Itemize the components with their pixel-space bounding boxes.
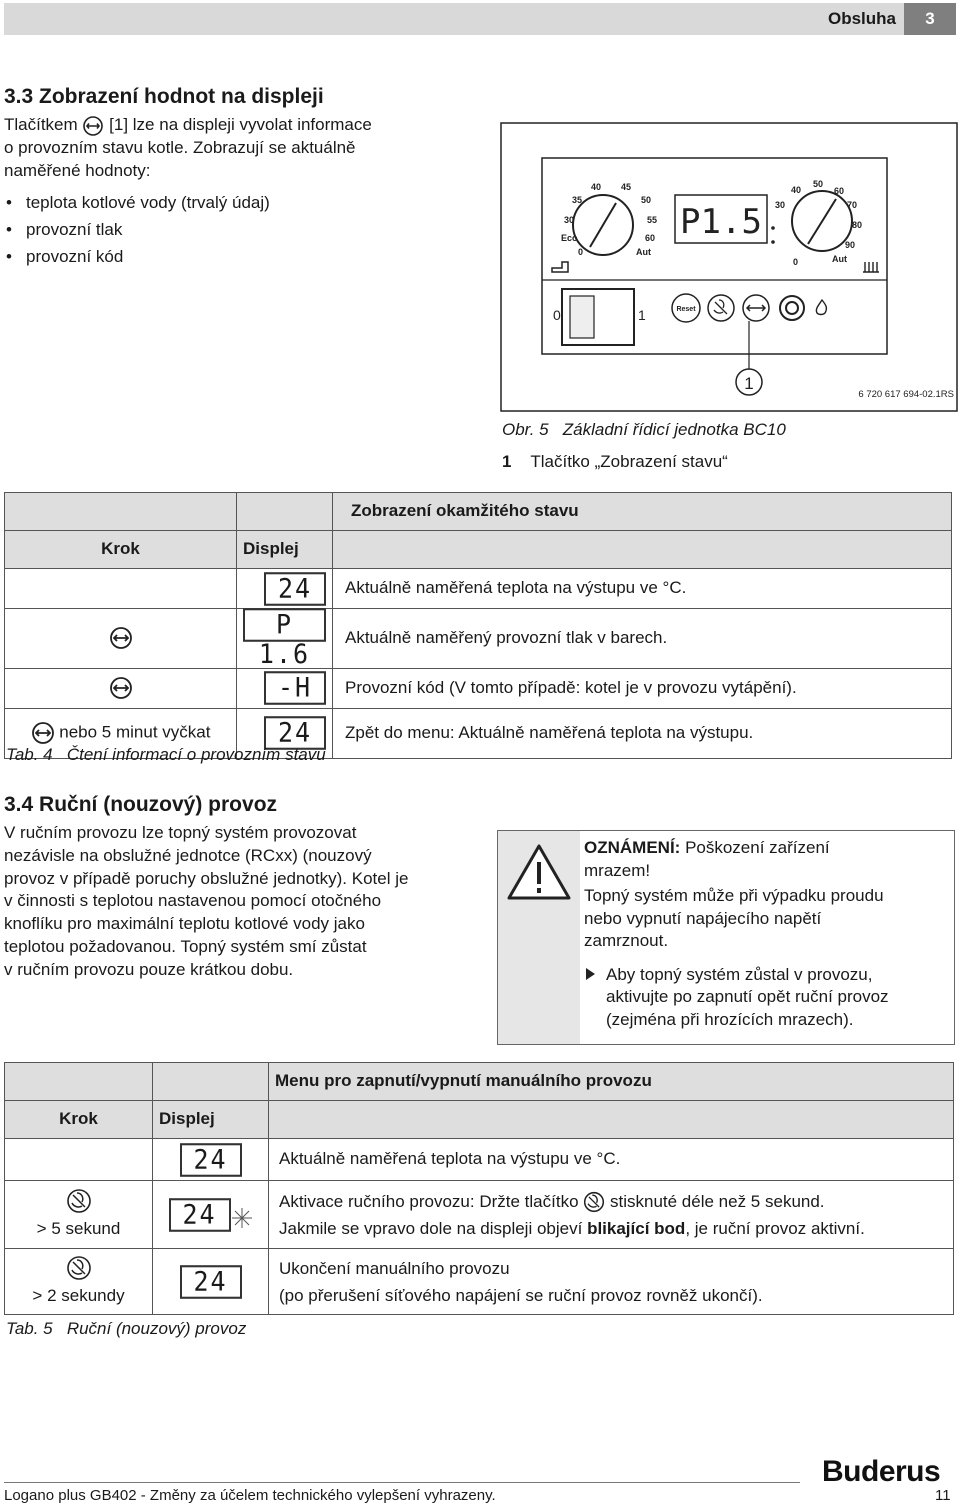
lcd-display: 24	[180, 1265, 242, 1299]
table4-caption	[6, 744, 326, 767]
intro-a: Tlačítkem	[4, 115, 78, 134]
row-text: Ukončení manuálního provozu	[279, 1258, 510, 1278]
manual-mode-table	[4, 1062, 954, 1315]
dial-tick: 35	[572, 195, 583, 205]
dial-tick: 40	[591, 182, 602, 192]
footer-text: Logano plus GB402 - Změny za účelem technického vylepšení vyhrazeny.	[4, 1487, 496, 1504]
dial-tick: Aut	[636, 247, 651, 257]
row-text: Jakmile se vpravo dole na displeji objeví	[279, 1218, 583, 1238]
step-duration: > 2 sekundy	[32, 1285, 125, 1305]
status-button-icon	[82, 115, 104, 137]
dial-tick: 60	[834, 186, 845, 196]
body-line: v ručním provozu pouze krátkou dobu.	[4, 959, 294, 979]
header-bar	[4, 3, 956, 35]
dial-tick: 30	[564, 215, 575, 225]
dial-tick: Eco	[561, 233, 578, 243]
lcd-display: -H	[264, 672, 326, 706]
notice-line: Topný systém může při výpadku proudu	[584, 886, 884, 905]
manual-mode-icon	[66, 1188, 92, 1214]
manual-mode-icon	[66, 1255, 92, 1281]
caption-num: Tab. 5	[6, 1319, 53, 1338]
body-line: provoz v případě poruchy obslužné jednotky). Kotel je	[4, 868, 409, 888]
row-text: Aktivace ručního provozu: Držte tlačítko	[279, 1191, 579, 1211]
dial-tick: 40	[791, 185, 802, 195]
chapter-number: 3	[904, 3, 956, 35]
dial-tick: 30	[775, 200, 786, 210]
action-line: (zejména při hrozících mrazech).	[606, 1009, 854, 1029]
action-line: Aby topný systém zůstal v provozu,	[606, 964, 873, 984]
row-text: Aktuálně naměřená teplota na výstupu ve °C.	[333, 569, 952, 609]
lcd-display: 24	[264, 717, 326, 751]
manual-table-title: Menu pro zapnutí/vypnutí manuálního provozu	[269, 1063, 954, 1101]
row-text: Aktuálně naměřený provozní tlak v barech.	[333, 609, 952, 669]
control-panel-figure	[500, 122, 958, 412]
row-text: Provozní kód (V tomto případě: kotel je v provozu vytápění).	[333, 668, 952, 708]
table-row	[5, 569, 952, 609]
notice-title-cont: mrazem!	[584, 860, 651, 880]
row-text: (po přerušení síťového napájení se ruční provoz rovněž ukončí).	[279, 1285, 763, 1305]
body-line: V ručním provozu lze topný systém provozovat	[4, 823, 357, 842]
bullet-item: • provozní tlak	[4, 219, 474, 246]
section-title: Obsluha	[827, 9, 896, 28]
brand-logo: Buderus	[822, 1455, 941, 1488]
col-step: Krok	[5, 1101, 153, 1139]
manual-mode-icon	[583, 1191, 605, 1213]
figure-caption	[502, 419, 786, 442]
dial-tick: 70	[847, 200, 858, 210]
dial-tick: 80	[852, 220, 863, 230]
intro-c: o provozním stavu kotle. Zobrazují se aktuálně	[4, 137, 356, 157]
lcd-display: 24	[169, 1198, 231, 1232]
caption-text: Čtení informací o provozním stavu	[66, 745, 326, 764]
table-row	[5, 1139, 954, 1181]
row-text: Aktuálně naměřená teplota na výstupu ve °C.	[269, 1139, 954, 1181]
notice-line: zamrznout.	[584, 931, 669, 950]
callout-number: 1	[744, 374, 754, 393]
row-text: stisknuté déle než 5 sekund.	[610, 1191, 825, 1211]
table-row	[5, 668, 952, 708]
col-display: Displej	[237, 531, 333, 569]
notice-title: Poškození zařízení	[685, 838, 830, 857]
sec34-body	[4, 822, 484, 982]
figure-legend	[502, 451, 728, 474]
dial-tick: Aut	[832, 254, 847, 264]
caption-num: Obr. 5	[502, 420, 549, 439]
intro-b: [1] lze na displeji vyvolat informace	[109, 115, 372, 134]
dial-tick: 0	[578, 247, 584, 257]
legend-num: 1	[502, 452, 512, 471]
caption-text: Ruční (nouzový) provoz	[66, 1319, 247, 1338]
table5-caption	[6, 1318, 246, 1341]
bullet-item: • teplota kotlové vody (trvalý údaj)	[4, 192, 474, 219]
status-table-title: Zobrazení okamžitého stavu	[333, 493, 952, 531]
dial-tick: 90	[845, 240, 856, 250]
notice-label: OZNÁMENÍ:	[584, 838, 681, 857]
row-text: Zpět do menu: Aktuálně naměřená teplota na výstupu.	[333, 708, 952, 758]
dial-tick: 55	[647, 215, 658, 225]
notice-content	[584, 837, 954, 1031]
figure-code: 6 720 617 694-02.1RS	[858, 389, 954, 400]
step-wait: nebo 5 minut vyčkat	[59, 722, 211, 742]
dial-tick: 60	[645, 233, 656, 243]
lcd-display: 24	[264, 572, 326, 606]
body-line: nezávisle na obslužné jednotce (RCxx) (nouzový	[4, 845, 372, 865]
row-text: , je ruční provoz aktivní.	[685, 1218, 865, 1238]
dial-tick: 50	[641, 195, 652, 205]
status-button-icon	[31, 721, 55, 745]
body-line: teplotou požadovanou. Topný systém smí zůstat	[4, 936, 367, 956]
intro-d: naměřené hodnoty:	[4, 160, 151, 180]
panel-display-value: P1.5	[680, 202, 762, 242]
status-table	[4, 492, 952, 759]
status-button-icon	[109, 676, 133, 700]
dial-tick: 45	[621, 182, 632, 192]
action-arrow-icon	[586, 968, 595, 980]
footer-rule	[4, 1482, 800, 1483]
intro-text	[4, 114, 474, 183]
dial-tick: 0	[793, 257, 799, 267]
table-row	[5, 1249, 954, 1315]
body-line: knoflíku pro maximální teplotu kotlové vody jako	[4, 914, 365, 934]
action-line: aktivujte po zapnutí opět ruční provoz	[606, 987, 889, 1006]
lcd-display: P 1.6	[243, 608, 326, 642]
bullet-list	[4, 192, 474, 273]
body-line: v činnosti s teplotou nastavenou pomocí otočného	[4, 891, 382, 911]
reset-label: Reset	[676, 306, 696, 313]
switch-on-label: 1	[638, 307, 646, 323]
legend-text: Tlačítko „Zobrazení stavu“	[530, 452, 728, 471]
table-row	[5, 609, 952, 669]
heading-3-3: 3.3 Zobrazení hodnot na displeji	[4, 85, 324, 108]
table-row	[5, 1181, 954, 1249]
lcd-display: 24	[180, 1143, 242, 1177]
warning-icon	[506, 842, 572, 902]
heading-3-4: 3.4 Ruční (nouzový) provoz	[4, 793, 278, 816]
caption-text: Základní řídicí jednotka BC10	[562, 420, 786, 439]
col-step: Krok	[5, 531, 237, 569]
step-duration: > 5 sekund	[36, 1218, 121, 1238]
caption-num: Tab. 4	[6, 745, 53, 764]
dial-tick: 50	[813, 179, 824, 189]
notice-line: nebo vypnutí napájecího napětí	[584, 908, 822, 928]
switch-off-label: 0	[553, 307, 561, 323]
status-button-icon	[109, 626, 133, 650]
col-display: Displej	[153, 1101, 269, 1139]
row-text-bold: blikající bod	[587, 1218, 686, 1238]
bullet-item: • provozní kód	[4, 246, 474, 273]
page-number: 11	[935, 1487, 951, 1504]
blinking-dot-icon	[231, 1207, 253, 1229]
